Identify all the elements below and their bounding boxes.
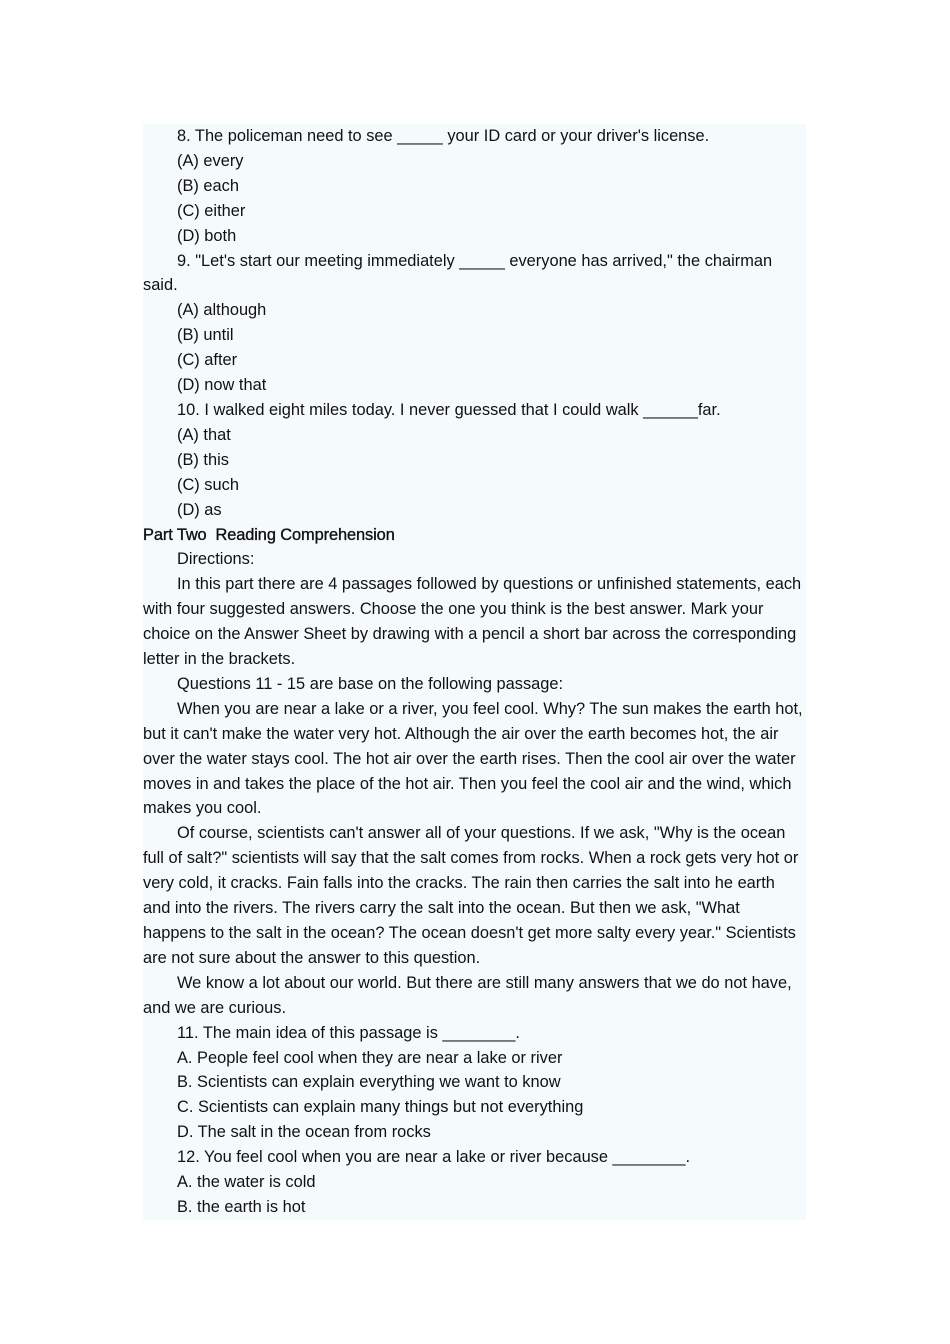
passage-paragraph-2: Of course, scientists can't answer all of your questions. If we ask, "Why is the ocean full of salt?" scientists will say that the salt comes from rocks. When a rock gets very hot or very cold, it cracks. Fain falls into the cracks. The rain then carries the salt into he earth and into the rivers. The rivers carry the salt into the ocean. But then we ask, "What happens to the salt in the ocean? The ocean doesn't get more salty every year." Scientists are not sure about the answer to this question. <box>143 824 803 967</box>
question-11-option-d: D. The salt in the ocean from rocks <box>177 1123 431 1142</box>
question-11-option-a: A. People feel cool when they are near a lake or river <box>177 1048 563 1067</box>
question-9-option-d: (D) now that <box>177 376 267 395</box>
question-9-option-a: (A) although <box>177 301 267 320</box>
question-10-option-b: (B) this <box>177 450 229 469</box>
question-12-option-b: B. the earth is hot <box>177 1197 306 1216</box>
question-11-option-b: B. Scientists can explain everything we want to know <box>177 1073 561 1092</box>
question-10-option-d: (D) as <box>177 500 222 519</box>
passage-paragraph-1: When you are near a lake or a river, you feel cool. Why? The sun makes the earth hot, but it can't make the water very hot. Although the air over the earth becomes hot, the air over the water stays cool. The hot air over the earth rises. Then the cool air over the water moves in and takes the place of the hot air. Then you feel the cool air and the wind, which makes you cool. <box>143 699 808 818</box>
question-11-option-c: C. Scientists can explain many things but not everything <box>177 1098 584 1117</box>
question-12-option-a: A. the water is cold <box>177 1173 316 1192</box>
question-10-option-c: (C) such <box>177 475 239 494</box>
directions-label: Directions: <box>177 550 255 569</box>
question-11-stem: 11. The main idea of this passage is ________. <box>177 1023 520 1042</box>
passage-paragraph-3: We know a lot about our world. But there are still many answers that we do not have, and we are curious. <box>143 973 797 1017</box>
question-8-option-a: (A) every <box>177 151 244 170</box>
question-9-option-b: (B) until <box>177 326 234 345</box>
section-title: Part Two Reading Comprehension <box>143 525 395 544</box>
document-content <box>143 124 806 1220</box>
question-10-option-a: (A) that <box>177 425 231 444</box>
question-8-stem: 8. The policeman need to see _____ your ID card or your driver's license. <box>177 127 710 145</box>
directions-text: In this part there are 4 passages followed by questions or unfinished statements, each with four suggested answers. Choose the one you think is the best answer. Mark your choice on the Answer Sheet by drawing with a pencil a short bar across the corresponding letter in the brackets. <box>143 575 806 669</box>
question-8-option-b: (B) each <box>177 176 239 195</box>
question-8-option-c: (C) either <box>177 201 246 220</box>
question-9-stem: 9. "Let's start our meeting immediately _____ everyone has arrived," the chairman said. <box>143 251 777 295</box>
question-8-option-d: (D) both <box>177 226 237 245</box>
question-10-stem: 10. I walked eight miles today. I never guessed that I could walk ______far. <box>177 400 721 419</box>
question-12-stem: 12. You feel cool when you are near a lake or river because ________. <box>177 1148 691 1167</box>
document-page <box>143 124 806 1220</box>
passage-intro: Questions 11 - 15 are base on the following passage: <box>177 674 564 693</box>
question-9-option-c: (C) after <box>177 351 238 370</box>
